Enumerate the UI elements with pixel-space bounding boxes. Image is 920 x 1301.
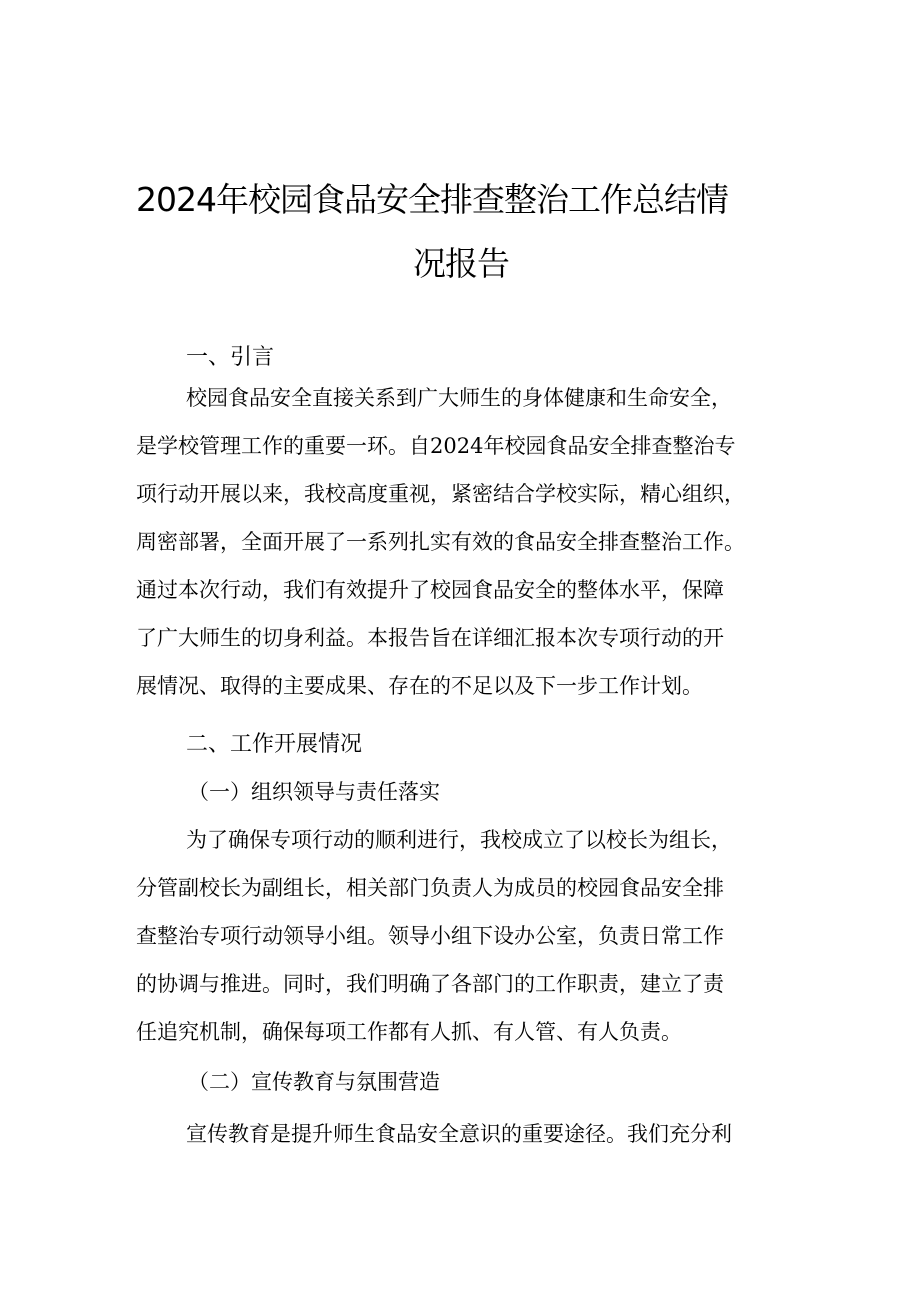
paragraph-line: 任追究机制，确保每项工作都有人抓、有人管、有人负责。 xyxy=(136,1020,682,1044)
section2-heading: 二、工作开展情况 xyxy=(186,732,363,757)
paragraph-line: 了广大师生的切身利益。本报告旨在详细汇报本次专项行动的开 xyxy=(136,626,724,650)
paragraph-line: 项行动开展以来，我校高度重视，紧密结合学校实际，精心组织， xyxy=(136,482,745,506)
paragraph-line: 是学校管理工作的重要一环。自2024年校园食品安全排查整治专 xyxy=(136,434,736,458)
paragraph-line: 查整治专项行动领导小组。领导小组下设办公室，负责日常工作 xyxy=(136,924,724,948)
paragraph-line: 为了确保专项行动的顺利进行，我校成立了以校长为组长， xyxy=(186,828,732,852)
document-title-line1: 2024年校园食品安全排查整治工作总结情 xyxy=(136,180,728,219)
paragraph-line: 宣传教育是提升师生食品安全意识的重要途径。我们充分利 xyxy=(186,1122,732,1146)
paragraph-line: 分管副校长为副组长，相关部门负责人为成员的校园食品安全排 xyxy=(136,876,724,900)
document-title-line2: 况报告 xyxy=(413,244,509,283)
paragraph-line: 通过本次行动，我们有效提升了校园食品安全的整体水平，保障 xyxy=(136,578,724,602)
paragraph-line: 周密部署，全面开展了一系列扎实有效的食品安全排查整治工作。 xyxy=(136,530,745,554)
section2-sub2-heading: （二）宣传教育与氛围营造 xyxy=(188,1070,440,1094)
section2-sub1-heading: （一）组织领导与责任落实 xyxy=(188,780,440,804)
paragraph-line: 展情况、取得的主要成果、存在的不足以及下一步工作计划。 xyxy=(136,674,703,698)
paragraph-line: 的协调与推进。同时，我们明确了各部门的工作职责，建立了责 xyxy=(136,972,724,996)
section1-heading: 一、引言 xyxy=(186,345,275,370)
paragraph-line: 校园食品安全直接关系到广大师生的身体健康和生命安全， xyxy=(186,386,732,410)
